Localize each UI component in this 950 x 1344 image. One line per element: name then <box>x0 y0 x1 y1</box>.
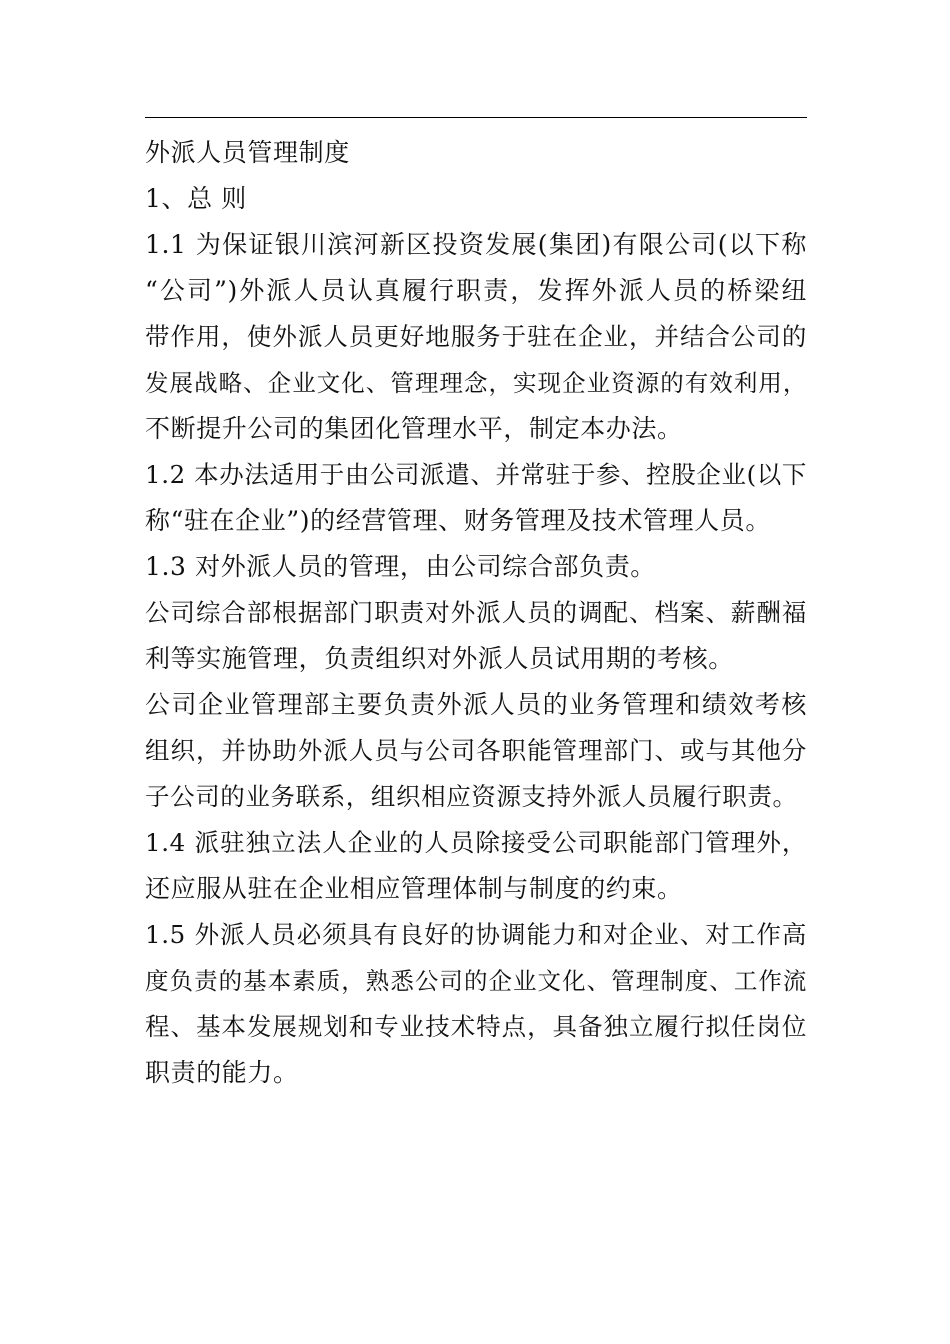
paragraph-line: 利等实施管理，负责组织对外派人员试用期的考核。 <box>145 644 734 673</box>
paragraph-line: 带作用，使外派人员更好地服务于驻在企业，并结合公司的 <box>145 322 807 351</box>
paragraph-line: 称“驻在企业”)的经营管理、财务管理及技术管理人员。 <box>145 506 771 535</box>
header-rule <box>145 117 807 118</box>
paragraph-line: 职责的能力。 <box>145 1058 299 1087</box>
paragraph-line: 1.2 本办法适用于由公司派遣、并常驻于参、控股企业(以下 <box>145 460 807 489</box>
paragraph-line: 1.4 派驻独立法人企业的人员除接受公司职能部门管理外， <box>145 828 807 857</box>
paragraph-line: 子公司的业务联系，组织相应资源支持外派人员履行职责。 <box>145 782 798 811</box>
paragraph-line: “公司”)外派人员认真履行职责，发挥外派人员的桥梁纽 <box>145 276 807 305</box>
paragraph-line: 还应服从驻在企业相应管理体制与制度的约束。 <box>145 874 683 903</box>
paragraph-line: 公司综合部根据部门职责对外派人员的调配、档案、薪酬福 <box>145 598 807 627</box>
paragraph-line: 1.3 对外派人员的管理，由公司综合部负责。 <box>145 552 656 581</box>
paragraph-line: 1.1 为保证银川滨河新区投资发展(集团)有限公司(以下称 <box>145 230 807 259</box>
document-title: 外派人员管理制度 <box>145 138 350 167</box>
paragraph-line: 组织，并协助外派人员与公司各职能管理部门、或与其他分 <box>145 736 807 765</box>
section-heading: 1、总 则 <box>145 184 247 213</box>
paragraph-line: 不断提升公司的集团化管理水平，制定本办法。 <box>145 414 683 443</box>
paragraph-line: 公司企业管理部主要负责外派人员的业务管理和绩效考核 <box>145 690 807 719</box>
paragraph-line: 度负责的基本素质，熟悉公司的企业文化、管理制度、工作流 <box>145 967 807 995</box>
paragraph-line: 1.5 外派人员必须具有良好的协调能力和对企业、对工作高 <box>145 920 807 949</box>
paragraph-line: 发展战略、企业文化、管理理念，实现企业资源的有效利用， <box>145 369 807 397</box>
document-body <box>145 130 807 1096</box>
paragraph-line: 程、基本发展规划和专业技术特点，具备独立履行拟任岗位 <box>145 1012 807 1041</box>
